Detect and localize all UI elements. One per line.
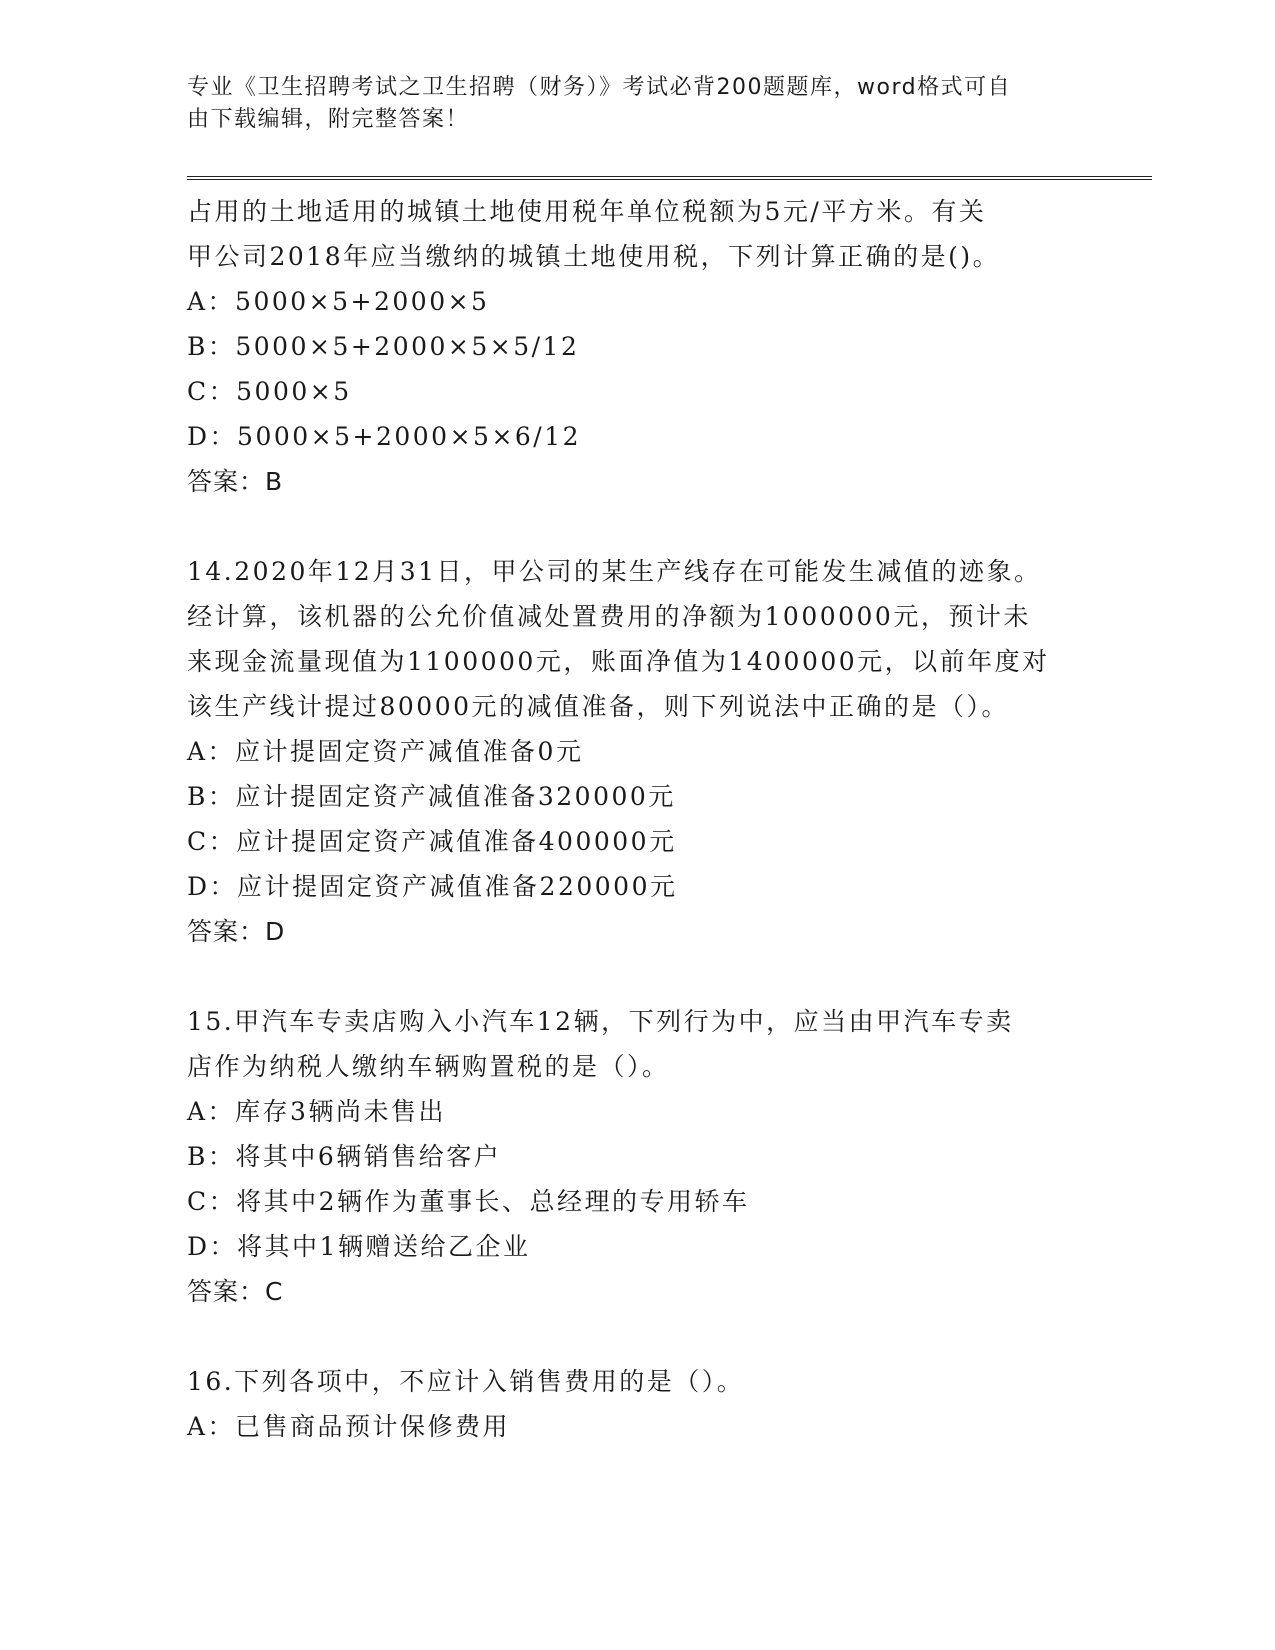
option-d: D：应计提固定资产减值准备220000元: [187, 872, 678, 901]
question-list: [187, 189, 1087, 1449]
page-header: [187, 72, 1067, 136]
question-block: [187, 999, 1087, 1314]
question-stem-line: 16.下列各项中，不应计入销售费用的是（）。: [187, 1367, 745, 1396]
question-stem-line: 占用的土地适用的城镇土地使用税年单位税额为5元/平方米。有关: [187, 197, 987, 226]
question-block: [187, 189, 1087, 504]
answer-line: 答案：C: [187, 1277, 284, 1306]
header-line: 由下载编辑，附完整答案！: [187, 107, 470, 132]
option-b: B：5000×5+2000×5×5/12: [187, 332, 580, 361]
block-spacer: [187, 954, 1087, 999]
option-c: C：5000×5: [187, 377, 352, 406]
answer-line: 答案：B: [187, 467, 284, 496]
option-a: A：应计提固定资产减值准备0元: [187, 737, 584, 766]
option-b: B：应计提固定资产减值准备320000元: [187, 782, 676, 811]
block-spacer: [187, 504, 1087, 549]
question-stem-line: 该生产线计提过80000元的减值准备，则下列说法中正确的是（）。: [187, 692, 1010, 721]
option-c: C：应计提固定资产减值准备400000元: [187, 827, 677, 856]
question-block: [187, 549, 1087, 954]
block-spacer: [187, 1314, 1087, 1359]
header-divider: [187, 176, 1152, 180]
question-stem-line: 15.甲汽车专卖店购入小汽车12辆，下列行为中，应当由甲汽车专卖: [187, 1007, 1014, 1036]
question-block: [187, 1359, 1087, 1449]
question-stem-line: 经计算，该机器的公允价值减处置费用的净额为1000000元，预计未: [187, 602, 1031, 631]
option-c: C：将其中2辆作为董事长、总经理的专用轿车: [187, 1187, 750, 1216]
option-d: D：5000×5+2000×5×6/12: [187, 422, 582, 451]
question-stem-line: 14.2020年12月31日，甲公司的某生产线存在可能发生减值的迹象。: [187, 557, 1042, 586]
option-d: D：将其中1辆赠送给乙企业: [187, 1232, 531, 1261]
question-stem-line: 甲公司2018年应当缴纳的城镇土地使用税，下列计算正确的是()。: [187, 242, 1001, 271]
option-a: A：库存3辆尚未售出: [187, 1097, 446, 1126]
question-stem-line: 来现金流量现值为1100000元，账面净值为1400000元，以前年度对: [187, 647, 1050, 676]
header-line: 专业《卫生招聘考试之卫生招聘（财务）》考试必背200题题库，word格式可自: [187, 75, 1012, 100]
option-a: A：已售商品预计保修费用: [187, 1412, 511, 1441]
option-a: A：5000×5+2000×5: [187, 287, 490, 316]
option-b: B：将其中6辆销售给客户: [187, 1142, 502, 1171]
answer-line: 答案：D: [187, 917, 286, 946]
question-stem-line: 店作为纳税人缴纳车辆购置税的是（）。: [187, 1052, 670, 1081]
